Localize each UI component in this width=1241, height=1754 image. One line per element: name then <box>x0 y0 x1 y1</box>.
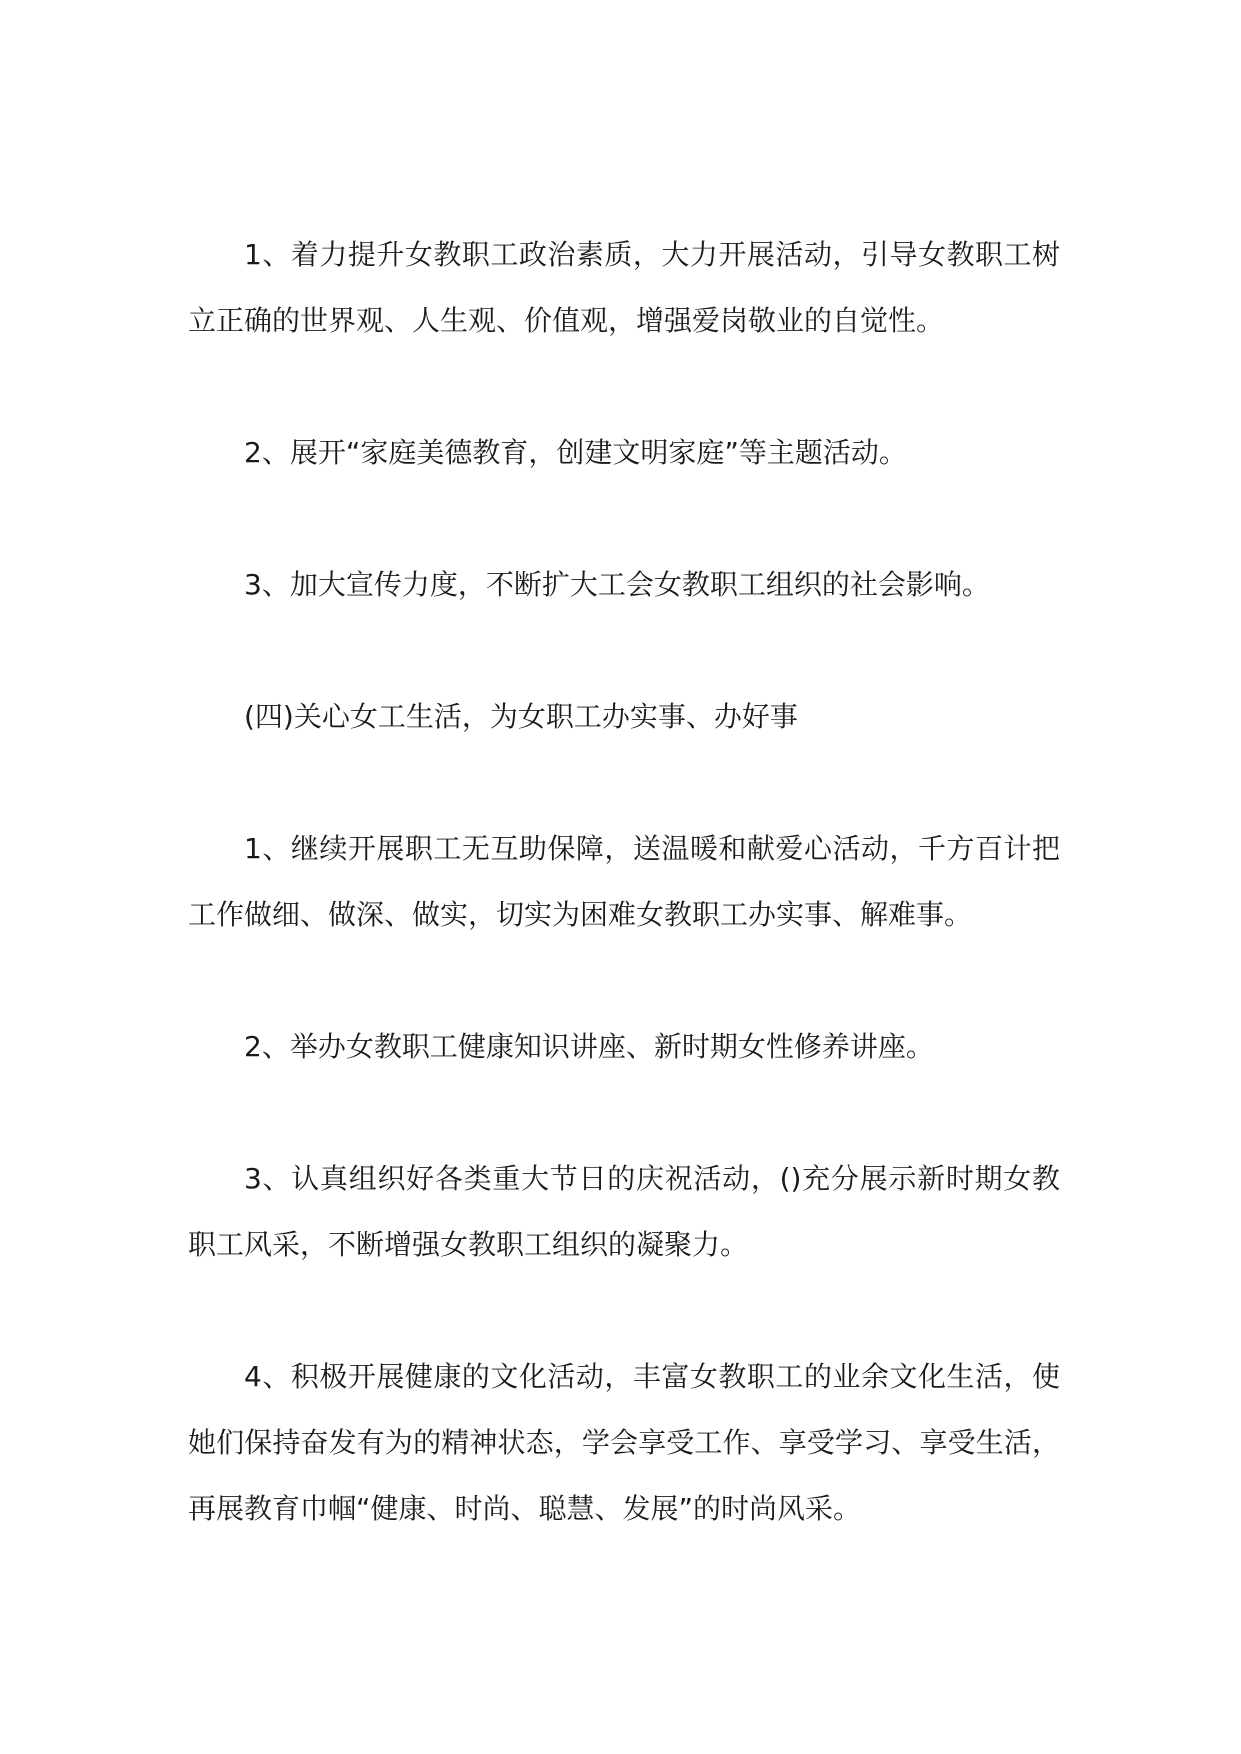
document-body <box>188 222 1060 1542</box>
section-heading: (四)关心女工生活，为女职工办实事、办好事 <box>244 700 798 733</box>
paragraph: 3、加大宣传力度，不断扩大工会女教职工组织的社会影响。 <box>244 568 990 601</box>
paragraph: 1、继续开展职工无互助保障，送温暖和献爱心活动，千方百计把工作做细、做深、做实，切实为困难女教职工办实事、解难事。 <box>188 832 1060 931</box>
paragraph: 3、认真组织好各类重大节日的庆祝活动，()充分展示新时期女教职工风采，不断增强女教职工组织的凝聚力。 <box>188 1162 1060 1261</box>
paragraph: 1、着力提升女教职工政治素质，大力开展活动，引导女教职工树立正确的世界观、人生观、价值观，增强爱岗敬业的自觉性。 <box>188 238 1060 337</box>
paragraph: 4、积极开展健康的文化活动，丰富女教职工的业余文化生活，使她们保持奋发有为的精神状态，学会享受工作、享受学习、享受生活，再展教育巾帼“健康、时尚、聪慧、发展”的时尚风采。 <box>188 1360 1060 1525</box>
paragraph: 2、举办女教职工健康知识讲座、新时期女性修养讲座。 <box>244 1030 934 1063</box>
paragraph: 2、展开“家庭美德教育，创建文明家庭”等主题活动。 <box>244 436 907 469</box>
